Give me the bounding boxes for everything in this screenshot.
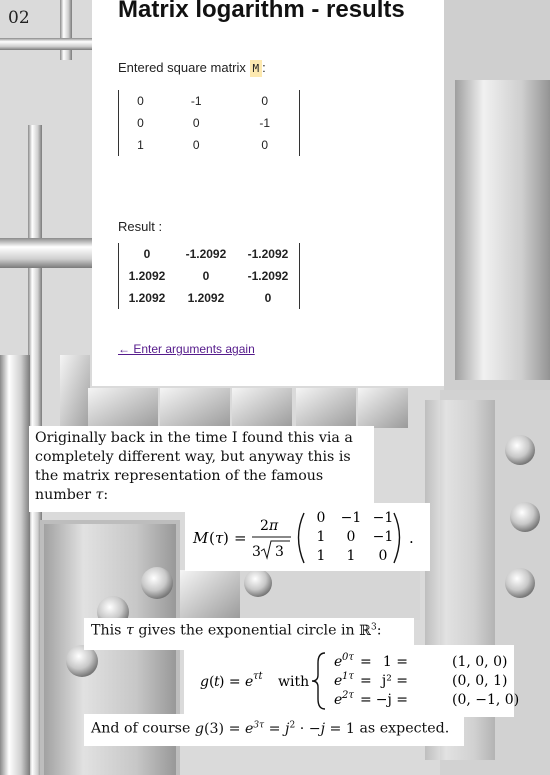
piecewise-equals: = [360,654,372,670]
tau-matrix-entry: −1 [372,529,394,545]
para1-colon: : [103,487,109,503]
input-matrix-cell: -1 [259,116,271,130]
input-matrix-cell: -1 [190,94,202,108]
piecewise-vector: (1, 0, 0) [452,654,508,670]
tau-matrix-entry: −1 [372,510,394,526]
input-matrix-cell: 0 [261,138,269,152]
input-matrix-cell: 1 [137,138,144,152]
svg-text:(: ( [209,674,215,690]
input-matrix-row [119,134,299,156]
para1-line2: completely different way, but anyway this is [35,449,351,465]
enter-arguments-again-link[interactable]: ← Enter arguments again [118,342,255,356]
tau-matrix-entry: 1 [316,548,326,564]
piecewise-exponent: 1τ [342,671,354,682]
page-title: Matrix logarithm - results [118,0,405,23]
matrix-tau-equation [193,505,428,571]
para2-a: This [91,622,122,639]
result-matrix-cell: 1.2092 [187,291,225,305]
input-matrix-body [119,90,299,156]
piecewise-vector: (0, 0, 1) [452,673,508,689]
svg-text:2: 2 [260,518,269,534]
piecewise-exponent: 2τ [342,690,354,701]
input-label-text: Entered square matrix [118,60,246,75]
result-matrix-row [119,243,299,265]
tau-symbol: τ [95,487,104,503]
piecewise-rows [334,652,519,708]
matrix-name-tag: M [250,60,263,77]
input-matrix-row [119,90,299,112]
tau-matrix-entry: 0 [316,510,326,526]
svg-text:t: t [214,674,220,690]
svg-text:.: . [409,529,414,547]
result-matrix-cell: 1.2092 [128,269,166,283]
svg-text:π: π [269,518,279,534]
piecewise-middle: j² = [381,673,408,689]
input-matrix-cell: 0 [261,94,269,108]
para1-line4: number [35,487,91,503]
piecewise-base: e [334,692,343,708]
conclusion-equation: $g(3) = e^{3\tau} = j^2 \cdot -j = 1$ [194,720,355,737]
explanation-paragraph [35,429,371,505]
input-matrix-row [119,112,299,134]
tau-matrix-entry: 1 [346,548,356,564]
circle-intro-paragraph [91,622,381,639]
para3-a: And of course [91,720,191,737]
result-label: Result : [118,219,163,234]
results-panel [92,0,444,386]
svg-text:e: e [245,674,254,690]
svg-text:) =: ) = [219,674,241,690]
svg-text:τt: τt [253,671,263,682]
svg-text:): ) [223,529,229,547]
svg-text:(: ( [209,529,215,547]
input-matrix-label [118,60,266,75]
real-space-symbol: ℝ$^3$ [359,622,377,639]
input-matrix-cell: 0 [192,138,200,152]
svg-text:=: = [234,529,247,547]
page-number: 02 [8,8,30,28]
conclusion-paragraph [91,720,449,737]
result-matrix-body [119,243,299,309]
svg-text:τ: τ [215,529,224,547]
input-matrix [118,90,300,156]
svg-text:M: M [193,529,209,547]
result-matrix-cell: 0 [143,247,151,261]
exponential-circle-equation [200,647,520,715]
piecewise-middle: −j = [375,692,408,708]
tau-matrix-entry: −1 [340,510,362,526]
piecewise-equals: = [360,692,372,708]
result-matrix-cell: 1.2092 [128,291,166,305]
result-matrix-cell: -1.2092 [247,269,289,283]
tau-matrix-entry: 1 [316,529,326,545]
tau-matrix-entries [317,510,394,564]
input-matrix-cell: 0 [137,94,144,108]
para1-line1: Originally back in the time I found this via a [35,430,353,446]
result-matrix [118,243,300,309]
piecewise-base: e [334,654,343,670]
para2-b: gives the exponential circle in [138,622,355,639]
result-matrix-cell: 0 [264,291,272,305]
para3-b: as expected. [359,720,450,737]
result-matrix-row [119,287,299,309]
piecewise-vector: (0, −1, 0) [452,692,520,708]
svg-text:3: 3 [275,544,284,560]
svg-text:g: g [200,674,209,690]
input-matrix-cell: 0 [137,116,144,130]
tau-symbol: τ [125,622,134,639]
piecewise-middle: 1 = [382,654,408,670]
input-matrix-cell: 0 [192,116,200,130]
input-label-suffix: : [262,60,266,75]
svg-text:with: with [278,674,310,690]
result-matrix-row [119,265,299,287]
piecewise-exponent: 0τ [342,652,354,663]
svg-text:3: 3 [252,544,261,560]
result-matrix-cell: 0 [202,269,210,283]
piecewise-equals: = [360,673,372,689]
result-matrix-cell: -1.2092 [185,247,227,261]
para1-line3: the matrix representation of the famous [35,468,324,484]
para2-colon: : [376,622,382,639]
result-matrix-cell: -1.2092 [247,247,289,261]
piecewise-base: e [334,673,343,689]
tau-matrix-entry: 0 [346,529,356,545]
tau-matrix-entry: 0 [378,548,388,564]
